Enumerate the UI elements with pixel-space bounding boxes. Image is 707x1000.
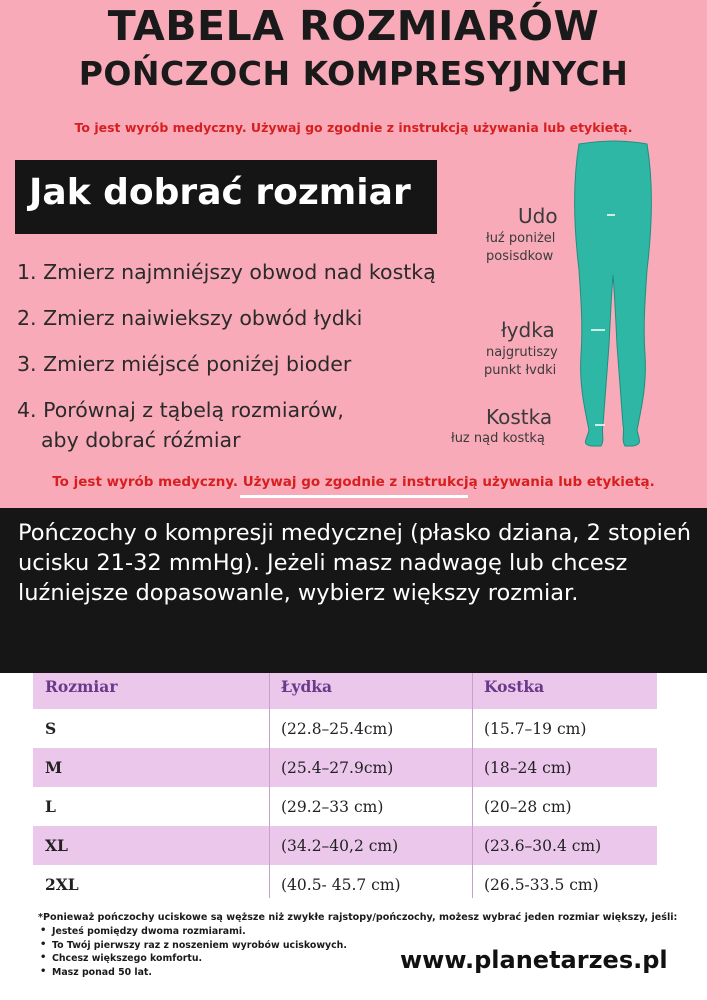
medical-warning-top: To jest wyrób medyczny. Używaj go zgodnie z instrukcją używania lub etykietą.	[74, 120, 633, 135]
calf-cell: (29.2–33 cm)	[269, 787, 472, 826]
ankle-cell: (15.7–19 cm)	[472, 709, 657, 748]
calf-cell: (22.8–25.4cm)	[269, 709, 472, 748]
table-header-row	[33, 673, 657, 709]
label-kostka: Kostka	[486, 405, 553, 429]
label-udo: Udo	[518, 204, 558, 228]
size-cell: S	[33, 709, 269, 748]
title-line-2: POŃCZOCH KOMPRESYJNYCH	[78, 54, 629, 93]
step-3: 3. Zmierz miéjscé poniźej bioder	[17, 352, 352, 376]
size-table	[33, 673, 657, 904]
table-divider-2	[472, 673, 473, 898]
calf-cell: (34.2–40,2 cm)	[269, 826, 472, 865]
website-url: www.planetarzes.pl	[400, 946, 668, 974]
table-row	[33, 826, 657, 865]
howto-heading-box	[15, 160, 437, 234]
compression-description: Pończochy o kompresji medycznej (płasko dziana, 2 stopień ucisku 21-32 mmHg). Jeżeli masz nadwagę lub chcesz luźniejsze dopasowanle, wybierz większy rozmiar.	[18, 520, 691, 606]
header-calf: Łydka	[269, 673, 472, 709]
ankle-cell: (23.6–30.4 cm)	[472, 826, 657, 865]
ankle-cell: (20–28 cm)	[472, 787, 657, 826]
medical-warning-bottom: To jest wyrób medyczny. Używaj go zgodnie z instrukcją używania lub etykietą.	[52, 474, 655, 490]
label-lydka-sub2: punkt łvdki	[484, 363, 557, 378]
step-4-continued: aby dobrać róźmiar	[41, 428, 241, 452]
label-lydka: łydka	[501, 318, 555, 342]
table-divider-1	[269, 673, 270, 898]
footnote-bullet: • Masz ponad 50 lat.	[40, 967, 347, 981]
step-2: 2. Zmierz naiwiekszy obwód łydki	[17, 306, 363, 330]
label-lydka-sub1: najgrutiszy	[486, 345, 558, 360]
ankle-cell: (18–24 cm)	[472, 748, 657, 787]
calf-cell: (25.4–27.9cm)	[269, 748, 472, 787]
footnote-bullets	[40, 926, 347, 980]
table-row	[33, 709, 657, 748]
step-1: 1. Zmierz najmniéjszy obwod nad kostką	[17, 260, 436, 284]
size-cell: M	[33, 748, 269, 787]
size-cell: XL	[33, 826, 269, 865]
calf-cell: (40.5- 45.7 cm)	[269, 865, 472, 904]
legs-shape	[575, 141, 652, 446]
table-row	[33, 748, 657, 787]
table-row	[33, 865, 657, 904]
header-ankle: Kostka	[472, 673, 657, 709]
howto-heading: Jak dobrać rozmiar	[29, 172, 411, 213]
legs-diagram	[565, 140, 660, 450]
footnote-bullet: • Chcesz większego komfortu.	[40, 953, 347, 967]
label-udo-sub2: posisdkow	[486, 249, 554, 264]
ankle-cell: (26.5-33.5 cm)	[472, 865, 657, 904]
size-cell: L	[33, 787, 269, 826]
footnote-bullet: • Jesteś pomiędzy dwoma rozmiarami.	[40, 926, 347, 940]
label-kostka-sub: łuz nąd kostką	[451, 431, 545, 446]
warning-underline	[240, 495, 468, 498]
step-4: 4. Porównaj z tąbelą rozmiarów,	[17, 398, 344, 422]
footnote-intro: *Ponieważ pończochy uciskowe są węższe niż zwykłe rajstopy/pończochy, możesz wybrać jeden rozmiar większy, jeśli:	[38, 912, 678, 923]
footnote-bullet: • To Twój pierwszy raz z noszeniem wyrobów uciskowych.	[40, 940, 347, 954]
label-udo-sub1: łuź poniżel	[486, 231, 556, 246]
header-size: Rozmiar	[33, 673, 269, 709]
title-line-1: TABELA ROZMIARÓW	[107, 2, 600, 50]
size-table-wrap	[33, 673, 657, 904]
size-cell: 2XL	[33, 865, 269, 904]
table-row	[33, 787, 657, 826]
